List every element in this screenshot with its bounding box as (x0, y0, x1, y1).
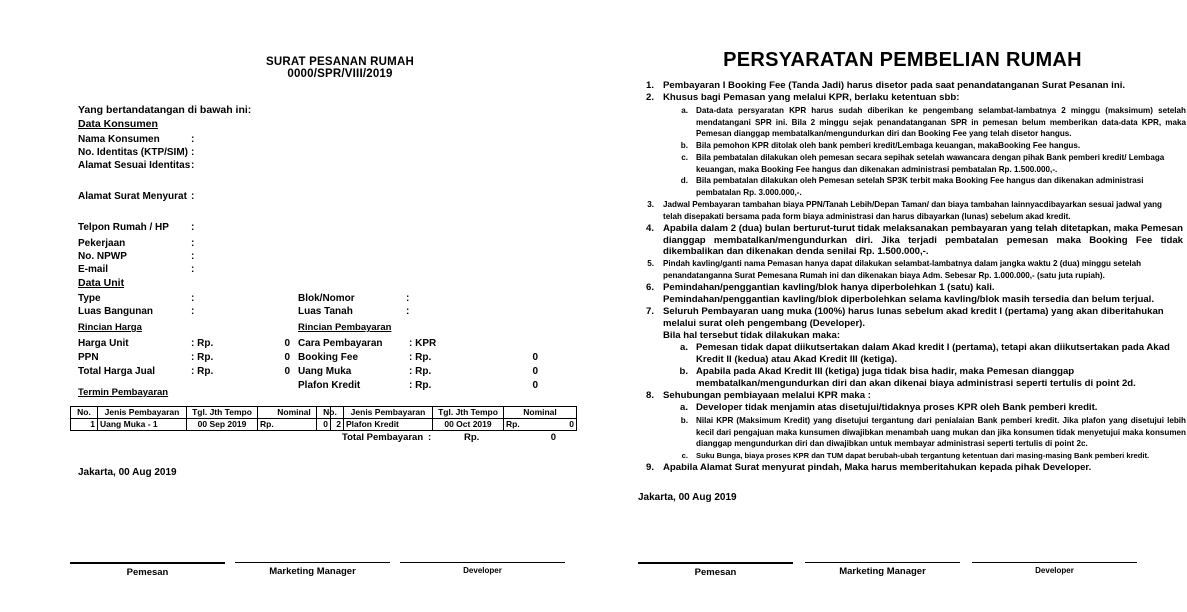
clause-text: Pemindahan/penggantian kavling/blok diperbolehkan selama kavling/blok masih tersedia dan belum terjual. (663, 294, 1155, 305)
cell-currency: Rp. (504, 419, 541, 431)
signature-marketing-manager (805, 562, 960, 577)
clause-text: Pemindahan/penggantian kavling/blok hanya diperbolehkan 1 (satu) kali. (663, 282, 995, 293)
left-signature-block (70, 562, 570, 602)
clause-text: Apabila dalam 2 (dua) bulan berturut-turut tidak melaksanakan pembayaran yang telah ditetapkan, maka Pemesan dianggap membatalkan/mengundurkan diri. Jika terjadi pembatalan pemesan maka Booking Fee tidak dikembalikan dan dikenakan denda senilai Rp. 1.500.000,-. (663, 223, 1183, 258)
signature-line (70, 562, 225, 564)
clause-marker: 9. (645, 462, 654, 473)
clause-marker: 7. (645, 306, 654, 317)
field-colon: : (191, 251, 195, 262)
right-doc-title: PERSYARATAN PEMBELIAN RUMAH (723, 49, 1082, 71)
section-rincian-pembayaran: Rincian Pembayaran (298, 322, 392, 333)
signature-marketing-manager (235, 562, 390, 577)
field-label: Luas Bangunan (78, 306, 154, 317)
price-label: Harga Unit (78, 338, 129, 349)
clause-marker: b. (680, 416, 688, 425)
price-amount: 0 (284, 352, 290, 363)
section-rincian-harga: Rincian Harga (78, 322, 142, 333)
cell-nominal: 0 (294, 419, 331, 431)
payment-amount: 0 (532, 366, 538, 377)
total-amount: 0 (550, 432, 556, 443)
clause-marker: 5. (647, 259, 654, 268)
payment-amount: 0 (532, 352, 538, 363)
price-amount: 0 (284, 366, 290, 377)
clause-marker: 3. (647, 200, 654, 209)
clause-text: Nilai KPR (Maksimum Kredit) yang disetujui tergantung dari penialaian Bank pemberi kredit. Jika plafon yang disetujui lebih kecil dari pengajuan maka kunsumen diwajibkan menambah uang mukan dan jika konsumen tidak menyetujui maka konsumen dianggap mengundurkan diri dan diwajibkan untuk membayar administrasi seperti tertulis di point 2c. (696, 416, 1186, 449)
signature-label: Marketing Manager (839, 566, 926, 577)
cell-jenis: Plafon Kredit (344, 419, 433, 431)
signature-line (235, 562, 390, 563)
total-label: Total Pembayaran (342, 432, 424, 443)
clause-marker: c. (681, 153, 688, 162)
price-label: Total Harga Jual (78, 366, 156, 377)
left-doc-number: 0000/SPR/VIII/2019 (287, 68, 393, 80)
price-currency: : Rp. (191, 366, 214, 377)
clause-marker: 8. (645, 390, 654, 401)
field-colon: : (191, 147, 195, 158)
clause-text: Developer tidak menjamin atas disetujui/tidaknya proses KPR oleh Bank pemberi kredit. (696, 402, 1098, 413)
clause-marker: b. (680, 141, 688, 150)
signature-line (400, 562, 565, 563)
clause-text: Suku Bunga, biaya proses KPR dan TUM dapat berubah-ubah tergantung ketentuan dari masing-masing Bank pemberi kredit. (696, 451, 1150, 460)
right-column (630, 0, 1186, 612)
field-label: Nama Konsumen (78, 134, 160, 145)
field-label: No. Identitas (KTP/SIM) (78, 147, 188, 158)
field-colon: : (191, 222, 195, 233)
table-header-row (71, 407, 331, 419)
cell-tanggal: 00 Oct 2019 (433, 419, 504, 431)
left-column (60, 0, 580, 612)
intro-text: Yang bertandatangan di bawah ini: (78, 104, 252, 116)
clause-text: Seluruh Pembayaran uang muka (100%) harus lunas sebelum akad kredit I (pertama) yang akan diberitahukan melalui surat oleh pengembang (Developer). (663, 306, 1164, 329)
clause-text: Bila pemohon KPR ditolak oleh bank pemberi kredit/Lembaga keuangan, makaBooking Fee hangus. (696, 141, 1081, 150)
field-label: Type (78, 293, 101, 304)
clause-text: Jadwal Pembayaran tambahan biaya PPN/Tanah Lebih/Depan Taman/ dan biaya tambahan lainnyacdibayarkan sesuai jadwal yang telah disepakati bersama pada form biaya administrasi dan harus dibayarkan (lunas) sebelum akad kredit. (663, 200, 1162, 221)
signature-line (805, 562, 960, 563)
price-label: PPN (78, 352, 99, 363)
field-colon: : (191, 134, 195, 145)
signature-pemesan (70, 562, 225, 578)
th-tgl-jth-tempo: Tgl. Jth Tempo (187, 407, 258, 419)
signature-developer (400, 562, 565, 575)
total-currency: Rp. (464, 432, 480, 443)
cell-nominal: 0 (540, 419, 577, 431)
price-currency: : Rp. (191, 338, 214, 349)
clause-text: Pindah kavling/ganti nama Pemasan hanya dapat dilakukan selambat-lambatnya dalam jangka waktu 2 (dua) minggu setelah penandatanganna Surat Pemesana Rumah ini dan dikenakan biaya Adm. Sebesar Rp. 1.000.000,- (satu juta rupiah). (663, 259, 1142, 280)
signature-line (972, 562, 1137, 563)
left-place-date: Jakarta, 00 Aug 2019 (78, 467, 177, 478)
clause-marker: 6. (645, 282, 654, 293)
clause-marker: 4. (645, 223, 654, 234)
clause-text: Apabila Alamat Surat menyurat pindah, Maka harus memberitahukan kepada pihak Developer. (663, 462, 1092, 473)
section-data-konsumen: Data Konsumen (78, 118, 158, 130)
cell-jenis: Uang Muka - 1 (98, 419, 187, 431)
signature-developer (972, 562, 1137, 575)
payment-label: Plafon Kredit (298, 380, 361, 391)
signature-label: Marketing Manager (269, 566, 356, 577)
th-nominal: Nominal (258, 407, 331, 419)
th-no: No. (71, 407, 98, 419)
clause-marker: d. (680, 176, 688, 185)
payment-label: Uang Muka (298, 366, 352, 377)
field-colon: : (191, 264, 195, 275)
clause-text: Bila pembatalan dilakukan oleh pemesan secara sepihak setelah wawancara dengan pihak Bank pemberi kredit/ Lembaga keuangan, maka Booking Fee hangus dan dikenakan administrasi pembatalan Rp. 1.500.000,-. (696, 153, 1165, 174)
clause-marker: 2. (645, 92, 654, 103)
payment-currency: : Rp. (409, 380, 432, 391)
clause-text: Khusus bagi Pemasan yang melalui KPR, berlaku ketentuan sbb: (663, 92, 960, 103)
th-tgl-jth-tempo: Tgl. Jth Tempo (433, 407, 504, 419)
field-label: Blok/Nomor (298, 293, 355, 304)
signature-line (638, 562, 793, 564)
table-row (317, 419, 577, 431)
payment-currency: : KPR (409, 338, 437, 349)
signature-label: Developer (463, 566, 502, 575)
clause-text: Bila pembatalan dilakukan oleh Pemesan setelah SP3K terbit maka Booking Fee hangus dan dikenakan administrasi pembatalan Rp. 3.000.000,-. (696, 176, 1144, 197)
table-header-row (317, 407, 577, 419)
clause-marker: b. (679, 366, 688, 377)
signature-label: Developer (1035, 566, 1074, 575)
clause-marker: a. (681, 106, 688, 115)
cell-currency: Rp. (258, 419, 295, 431)
price-amount: 0 (284, 338, 290, 349)
field-label: Luas Tanah (298, 306, 353, 317)
field-label: Pekerjaan (78, 238, 126, 249)
left-doc-title: SURAT PESANAN RUMAH (266, 56, 414, 68)
cell-tanggal: 00 Sep 2019 (187, 419, 258, 431)
right-signature-block (630, 562, 1175, 602)
section-termin-pembayaran: Termin Pembayaran (78, 387, 169, 398)
field-label: No. NPWP (78, 251, 127, 262)
field-colon: : (191, 160, 195, 171)
clause-text: Data-data persyaratan KPR harus sudah diberikan ke pengembang selambat-lambatnya 2 minggu (maksimum) setelah mendatangani SPR ini. Bila 2 minggu sejak penandatanganan SPR in pemesan belum memberikan data-data KPR, maka Pemesan dianggap membatalkan/mengundurkan diri dan Booking Fee yang telah disetor hangus. (696, 106, 1186, 139)
field-colon: : (406, 306, 410, 317)
payment-label: Cara Pembayaran (298, 338, 383, 349)
clause-marker: a. (679, 342, 688, 353)
field-colon: : (191, 306, 195, 317)
right-place-date: Jakarta, 00 Aug 2019 (638, 492, 737, 503)
payment-currency: : Rp. (409, 366, 432, 377)
cell-no: 1 (71, 419, 98, 431)
clause-text: Bila hal tersebut tidak dilakukan maka: (663, 330, 841, 341)
clause-text: Pemesan tidak dapat diikutsertakan dalam Akad kredit I (pertama), tetapi akan diikutsertakan pada Akad Kredit II (kedua) atau Akad Kredit III (ketiga). (696, 342, 1170, 365)
th-jenis-pembayaran: Jenis Pembayaran (98, 407, 187, 419)
field-label: Telpon Rumah / HP (78, 222, 169, 233)
field-colon: : (191, 293, 195, 304)
payment-label: Booking Fee (298, 352, 359, 363)
field-colon: : (191, 238, 195, 249)
th-jenis-pembayaran: Jenis Pembayaran (344, 407, 433, 419)
th-nominal: Nominal (504, 407, 577, 419)
section-data-unit: Data Unit (78, 277, 125, 289)
th-no: No. (317, 407, 344, 419)
field-label: E-mail (78, 264, 109, 275)
payment-currency: : Rp. (409, 352, 432, 363)
cell-no: 2 (317, 419, 344, 431)
signature-pemesan (638, 562, 793, 578)
clause-marker: a. (679, 402, 688, 413)
total-colon: : (428, 432, 432, 443)
clause-text: Sehubungan pembiayaan melalui KPR maka : (663, 390, 871, 401)
termin-table-right (316, 406, 577, 431)
table-row (71, 419, 331, 431)
field-label: Alamat Sesuai Identitas (78, 160, 191, 171)
termin-table-left (70, 406, 331, 431)
field-colon: : (406, 293, 410, 304)
signature-label: Pemesan (694, 567, 737, 578)
field-label: Alamat Surat Menyurat (78, 191, 187, 202)
signature-label: Pemesan (126, 567, 169, 578)
price-currency: : Rp. (191, 352, 214, 363)
clause-text: Pembayaran I Booking Fee (Tanda Jadi) harus disetor pada saat penandatanganan Surat Pesanan ini. (663, 80, 1126, 91)
clause-marker: 1. (645, 80, 654, 91)
payment-amount: 0 (532, 380, 538, 391)
clause-text: Apabila pada Akad Kredit III (ketiga) juga tidak bisa hadir, maka Pemesan dianggap membatalkan/mengundurkan diri dan akan dikenai biaya administrasi seperti tertulis di point 2d. (696, 366, 1136, 389)
clause-marker: c. (681, 451, 688, 460)
field-colon: : (191, 191, 195, 202)
